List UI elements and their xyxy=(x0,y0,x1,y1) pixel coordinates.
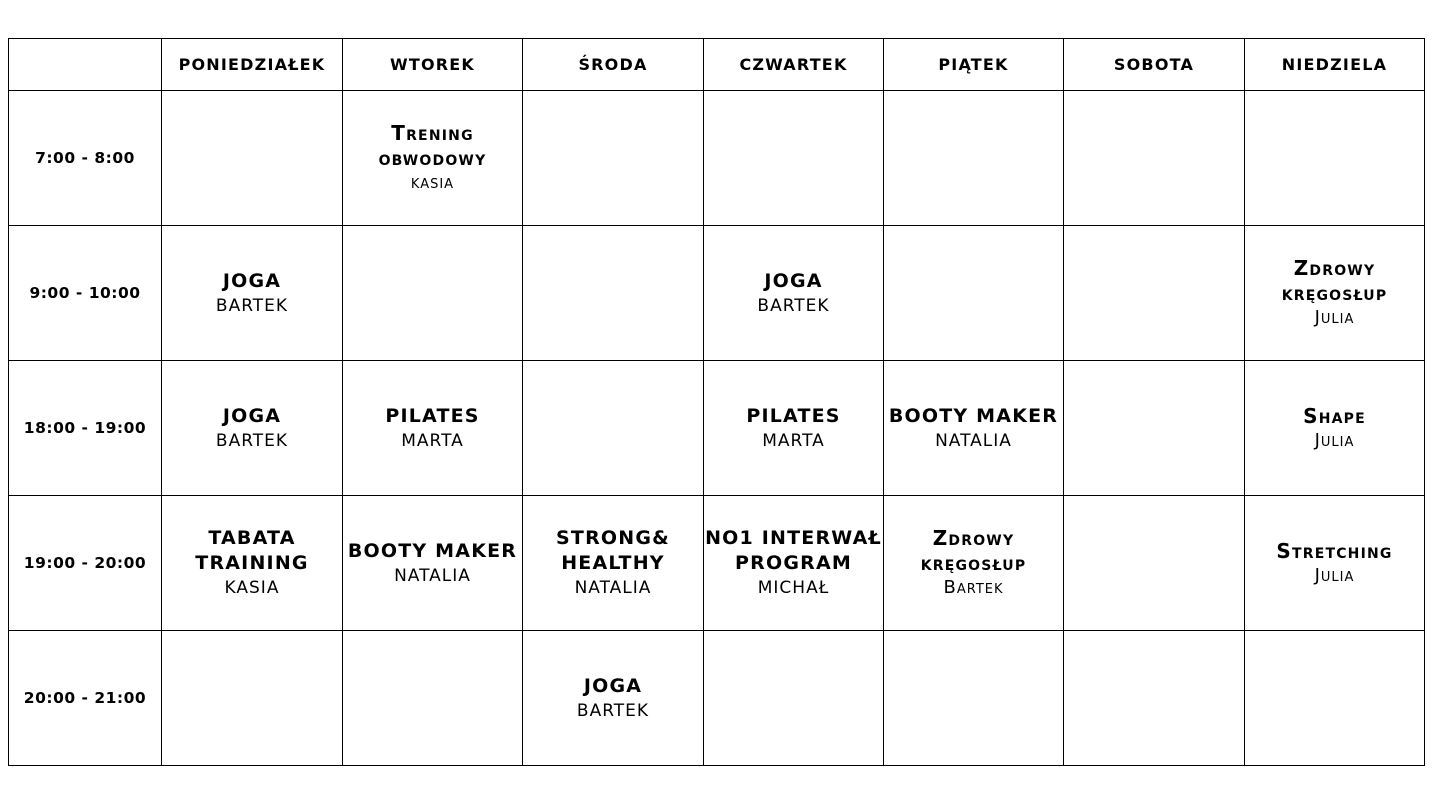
empty-cell xyxy=(343,631,523,766)
corner-cell xyxy=(9,39,162,91)
class-cell-czwartek xyxy=(704,496,884,631)
instructor-name: BARTEK xyxy=(576,700,650,721)
instructor-name: MICHAŁ xyxy=(757,578,830,598)
class-cell-piatek xyxy=(884,361,1064,496)
empty-cell xyxy=(162,91,343,226)
class-cell-poniedzialek xyxy=(162,226,343,361)
empty-cell xyxy=(1064,91,1245,226)
time-slot-label: 20:00 - 21:00 xyxy=(9,631,162,766)
time-slot-label: 7:00 - 8:00 xyxy=(9,91,162,226)
empty-cell xyxy=(523,361,704,496)
day-header-piatek: PIĄTEK xyxy=(884,39,1064,91)
class-cell-wtorek xyxy=(343,91,523,226)
class-name: BOOTY MAKER xyxy=(347,539,518,562)
empty-cell xyxy=(884,631,1064,766)
empty-cell xyxy=(1245,631,1425,766)
class-name: TABATA TRAINING xyxy=(195,527,309,574)
empty-cell xyxy=(704,91,884,226)
class-cell-czwartek xyxy=(704,361,884,496)
class-cell-sroda xyxy=(523,631,704,766)
class-name: JOGA xyxy=(583,674,643,697)
empty-cell xyxy=(704,631,884,766)
class-cell-niedziela xyxy=(1245,496,1425,631)
class-name: Shape xyxy=(1303,403,1366,428)
schedule-table xyxy=(8,38,1425,766)
instructor-name: NATALIA xyxy=(574,578,652,598)
class-cell-poniedzialek xyxy=(162,361,343,496)
class-name: Zdrowy kręgosłup xyxy=(1281,256,1388,305)
time-slot-label: 18:00 - 19:00 xyxy=(9,361,162,496)
instructor-name: BARTEK xyxy=(215,430,289,451)
schedule-row xyxy=(9,91,1425,226)
day-header-czwartek: CZWARTEK xyxy=(704,39,884,91)
class-name: Trening obwodowy xyxy=(378,121,487,170)
instructor-name: NATALIA xyxy=(394,565,471,586)
class-cell-niedziela xyxy=(1245,361,1425,496)
class-name: PILATES xyxy=(385,404,480,427)
instructor-name: Julia xyxy=(1314,307,1355,328)
instructor-name: NATALIA xyxy=(935,430,1012,451)
instructor-name: Bartek xyxy=(943,577,1004,598)
instructor-name: MARTA xyxy=(762,430,825,451)
class-name: JOGA xyxy=(222,404,282,427)
empty-cell xyxy=(162,631,343,766)
empty-cell xyxy=(1245,91,1425,226)
schedule-row xyxy=(9,496,1425,631)
class-name: BOOTY MAKER xyxy=(888,404,1059,427)
class-name: Stretching xyxy=(1276,538,1393,563)
schedule-row xyxy=(9,631,1425,766)
class-name: STRONG& HEALTHY xyxy=(556,527,670,574)
class-cell-niedziela xyxy=(1245,226,1425,361)
day-header-poniedzialek: PONIEDZIAŁEK xyxy=(162,39,343,91)
day-header-sroda: ŚRODA xyxy=(523,39,704,91)
class-name: JOGA xyxy=(764,269,823,292)
empty-cell xyxy=(343,226,523,361)
class-cell-czwartek xyxy=(704,226,884,361)
instructor-name: BARTEK xyxy=(757,295,830,316)
day-header-wtorek: WTOREK xyxy=(343,39,523,91)
schedule-row xyxy=(9,226,1425,361)
time-slot-label: 19:00 - 20:00 xyxy=(9,496,162,631)
class-cell-piatek xyxy=(884,496,1064,631)
empty-cell xyxy=(523,226,704,361)
header-row xyxy=(9,39,1425,91)
empty-cell xyxy=(1064,361,1245,496)
instructor-name: Julia xyxy=(1314,429,1355,451)
class-cell-wtorek xyxy=(343,496,523,631)
empty-cell xyxy=(523,91,704,226)
time-slot-label: 9:00 - 10:00 xyxy=(9,226,162,361)
instructor-name: MARTA xyxy=(401,430,464,451)
class-cell-sroda xyxy=(523,496,704,631)
schedule-body xyxy=(9,91,1425,766)
empty-cell xyxy=(884,226,1064,361)
class-name: JOGA xyxy=(222,269,282,292)
class-name: PILATES xyxy=(746,404,841,427)
empty-cell xyxy=(1064,226,1245,361)
instructor-name: kasia xyxy=(410,172,455,193)
instructor-name: Julia xyxy=(1314,564,1355,586)
schedule-row xyxy=(9,361,1425,496)
empty-cell xyxy=(1064,631,1245,766)
class-name: Zdrowy kręgosłup xyxy=(920,526,1027,575)
day-header-niedziela: NIEDZIELA xyxy=(1245,39,1425,91)
empty-cell xyxy=(884,91,1064,226)
class-cell-wtorek xyxy=(343,361,523,496)
instructor-name: KASIA xyxy=(224,578,280,598)
class-cell-poniedzialek xyxy=(162,496,343,631)
class-name: NO1 INTERWAŁ PROGRAM xyxy=(705,527,882,574)
day-header-sobota: SOBOTA xyxy=(1064,39,1245,91)
empty-cell xyxy=(1064,496,1245,631)
instructor-name: BARTEK xyxy=(215,295,289,316)
